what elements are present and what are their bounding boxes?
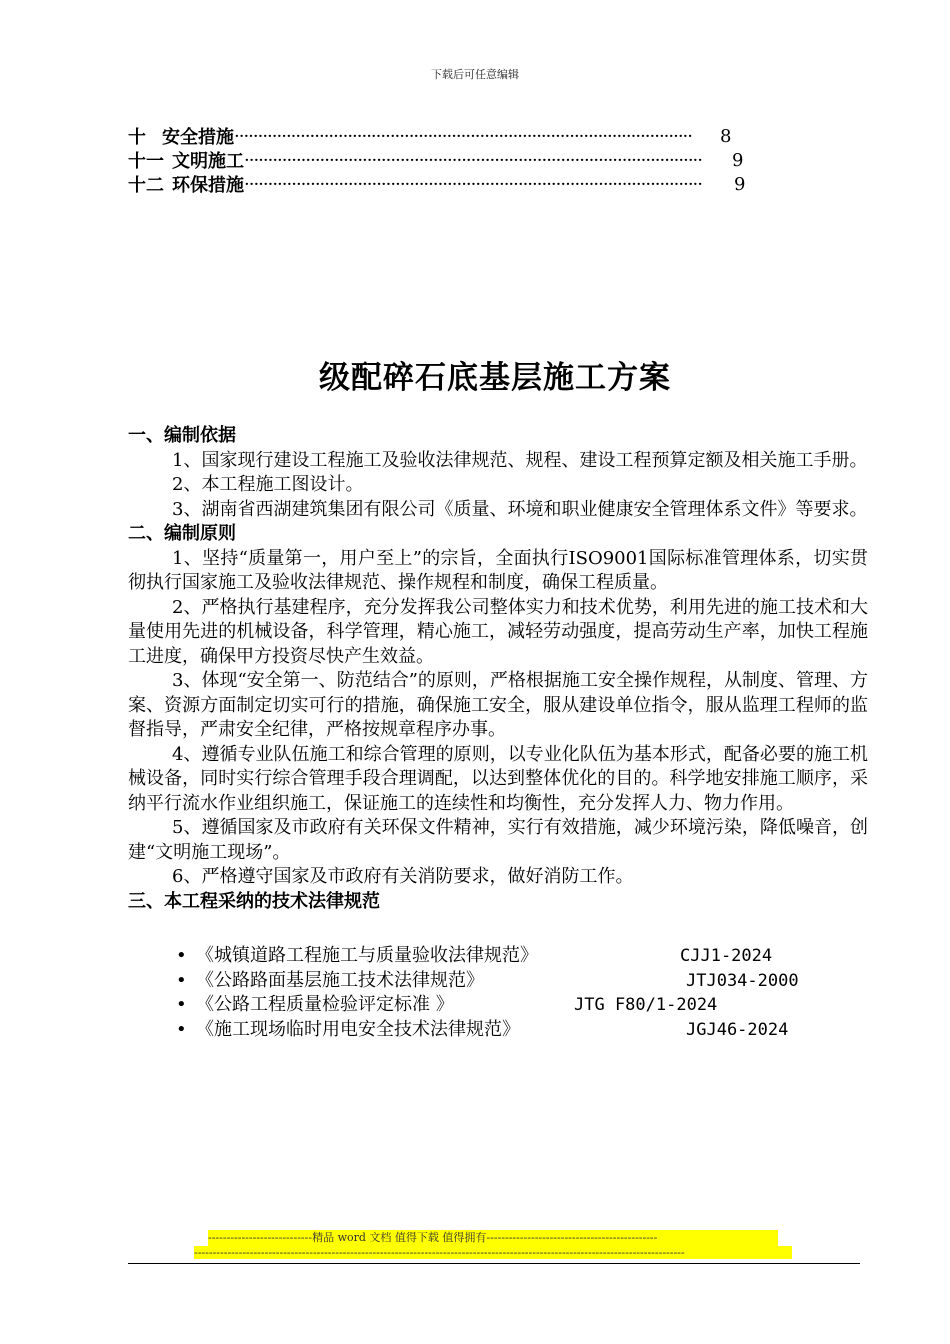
paragraph: 2、严格执行基建程序，充分发挥我公司整体实力和技术优势，利用先进的施工技术和大量使用先进的机械设备，科学管理，精心施工，减轻劳动强度，提高劳动生产率，加快工程施工进度，确保甲方投资尽快产生效益。 [128, 596, 868, 667]
standard-code: JTG F80/1-2024 [574, 995, 718, 1015]
document-body [128, 424, 868, 1042]
toc-row[interactable] [128, 148, 788, 172]
toc-leader-dots: ································································································· [244, 149, 703, 171]
paragraph: 6、严格遵守国家及市政府有关消防要求，做好消防工作。 [172, 866, 634, 887]
paragraph: 4、遵循专业队伍施工和综合管理的原则，以专业化队伍为基本形式，配备必要的施工机械设备，同时实行综合管理手段合理调配，以达到整体优化的目的。科学地安排施工顺序，采纳平行流水作业组织施工，保证施工的连续性和均衡性，充分发挥人力、物力作用。 [128, 743, 868, 814]
bullet-icon: • [176, 1018, 187, 1040]
spacer [128, 914, 868, 938]
document-title: 级配碎石底基层施工方案 [319, 360, 671, 396]
toc-number: 十一 [128, 151, 164, 172]
footer-rule [128, 1263, 860, 1264]
paragraph: 3、湖南省西湖建筑集团有限公司《质量、环境和职业健康安全管理体系文件》等要求。 [172, 498, 868, 520]
section-heading: 三、本工程采纳的技术法律规范 [128, 890, 380, 912]
list-item [176, 1018, 868, 1043]
toc-title: 安全措施 [162, 127, 234, 148]
toc-number: 十二 [128, 175, 164, 196]
section-heading: 二、编制原则 [128, 523, 236, 544]
bullet-icon: • [176, 945, 187, 966]
list-item [176, 969, 868, 994]
toc-page: 9 [734, 173, 746, 195]
toc-row[interactable] [128, 124, 788, 148]
standard-name: 《公路工程质量检验评定标准 》 [196, 994, 454, 1015]
table-of-contents [128, 124, 788, 196]
list-item [176, 944, 868, 969]
paragraph: 3、体现“安全第一、防范结合”的原则，严格根据施工安全操作规程，从制度、管理、方案、资源方面制定切实可行的措施，确保施工安全，服从建设单位指令，服从监理工程师的监督指导，严肃安全纪律，严格按规章程序办事。 [128, 670, 868, 740]
bullet-icon: • [176, 994, 187, 1015]
page-header: 下载后可任意编辑 [431, 68, 519, 81]
toc-number: 十 [128, 127, 146, 148]
footer-banner-line: ------------------------------------------------------------------------------------------------------------------------------------ [194, 1246, 792, 1259]
paragraph: 1、国家现行建设工程施工及验收法律规范、规程、建设工程预算定额及相关施工手册。 [172, 449, 868, 471]
standard-name: 《城镇道路工程施工与质量验收法律规范》 [196, 945, 538, 966]
paragraph: 5、遵循国家及市政府有关环保文件精神，实行有效措施，减少环境污染，降低噪音，创建“文明施工现场”。 [128, 817, 868, 863]
toc-title: 文明施工 [172, 151, 244, 172]
toc-page: 9 [732, 149, 744, 171]
paragraph: 2、本工程施工图设计。 [172, 474, 364, 495]
standard-name: 《公路路面基层施工技术法律规范》 [196, 969, 484, 991]
standard-name: 《施工现场临时用电安全技术法律规范》 [196, 1018, 520, 1040]
bullet-icon: • [176, 969, 187, 991]
list-item [176, 993, 868, 1018]
standards-list [128, 944, 868, 1042]
toc-page: 8 [720, 125, 732, 147]
toc-title: 环保措施 [172, 175, 244, 196]
toc-leader-dots: ································································································· [244, 173, 703, 195]
toc-leader-dots: ································································································· [234, 125, 693, 147]
standard-code: CJJ1-2024 [680, 946, 773, 966]
standard-code: JTJ034-2000 [686, 970, 799, 991]
paragraph: 1、坚持“质量第一，用户至上”的宗旨，全面执行ISO9001国际标准管理体系，切实贯彻执行国家施工及验收法律规范、操作规程和制度，确保工程质量。 [128, 547, 868, 593]
standard-code: JGJ46-2024 [686, 1019, 789, 1040]
toc-row[interactable] [128, 172, 788, 196]
footer-banner: ----------------------------精品 word 文档 值得下载 值得拥有---------------------------------------------- [208, 1230, 778, 1246]
section-heading: 一、编制依据 [128, 425, 236, 446]
